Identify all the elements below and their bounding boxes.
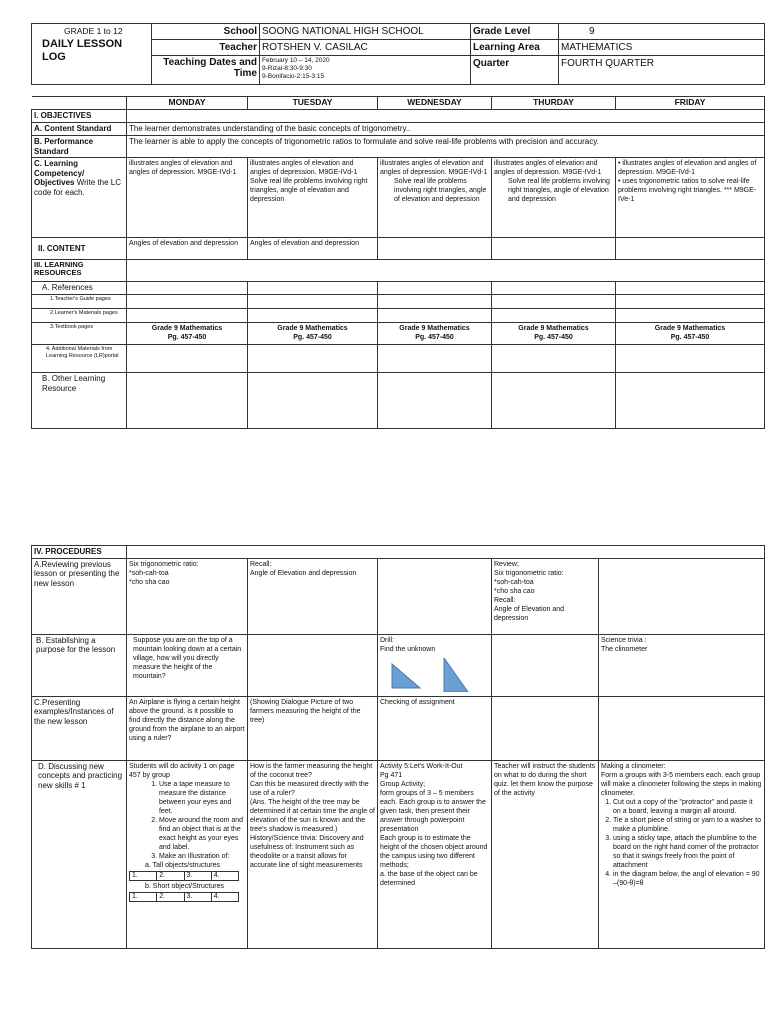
content-friday (616, 238, 765, 260)
discussing-label: D. Discussing new concepts and practicing new skills # 1 (32, 760, 127, 948)
lc-friday-a: • illustrates angles of elevation and angles of depression. M9GE-IVd-1 (618, 160, 757, 176)
learning-area-value: MATHEMATICS (559, 40, 765, 56)
day-tuesday: TUESDAY (248, 97, 378, 110)
textbook-friday: Grade 9 Mathematics Pg. 457-450 (616, 323, 765, 345)
lc-friday (616, 158, 765, 238)
reviewing-wednesday (378, 558, 492, 634)
quarter-label: Quarter (471, 56, 559, 85)
presenting-thursday (492, 696, 599, 760)
procedures-blank (127, 546, 765, 559)
discussing-monday (127, 760, 248, 948)
textbook-thursday: Grade 9 Mathematics Pg. 457-450 (492, 323, 616, 345)
lc-thursday-b: Solve real life problems involving right triangles, angle of elevation and depression (508, 178, 610, 203)
performance-standard-label: B. Performance Standard (32, 136, 127, 158)
grid-cell: 4. (211, 871, 238, 880)
lc-friday-b: • uses trigonometric ratios to solve real-life problems involving right triangles. *** M9GE-IVe-1 (618, 178, 757, 203)
presenting-tuesday: (Showing Dialogue Picture of two farmers measuring the height of the tree) (248, 696, 378, 760)
triangle-small (392, 664, 420, 688)
short-objects-label: b. Short object/Structures (145, 882, 224, 890)
lc-label-cell (32, 158, 127, 238)
grid-cell: 2. (157, 871, 184, 880)
grid-cell: 1. (130, 892, 157, 901)
lc-tuesday-b: Solve real life problems involving right triangles, angle of elevation and depression (250, 178, 368, 203)
textbook-label: 3.Textbook pages (32, 323, 127, 345)
activity-steps (129, 780, 245, 861)
lc-tuesday (248, 158, 378, 238)
performance-standard-value: The learner is able to apply the concepts of trigonometric ratios to formulate and solve real-life problems with precision and accuracy. (127, 136, 765, 158)
clinometer-step: 4. in the diagram below, the angl of elevation = 90 –(90-θ)=θ (613, 870, 762, 888)
references-label: A. References (32, 282, 127, 295)
content-standard-label: A. Content Standard (32, 123, 127, 136)
textbook-tuesday: Grade 9 Mathematics Pg. 457-450 (248, 323, 378, 345)
establishing-monday: Suppose you are on the top of a mountain looking down at a certain village, how will you directly measure the height of the mountain? (127, 634, 248, 696)
establishing-thursday (492, 634, 599, 696)
grade-level-value: 9 (559, 24, 765, 40)
clinometer-step: 2. Tie a short piece of string or yarn to a washer to make a plumbline. (613, 816, 762, 834)
additional-materials-label: 4. Additional Materials from Learning Resource (LR)portal (32, 345, 127, 373)
grid-cell: 4. (211, 892, 238, 901)
lc-wednesday-b: Solve real life problems involving right triangles, angle of elevation and depression (394, 178, 487, 203)
dll-title-cell (32, 24, 152, 85)
establishing-wednesday (378, 634, 492, 696)
tall-objects-grid (129, 871, 239, 881)
lc-label: C. Learning Competency/ Objectives (34, 159, 85, 187)
grade-level-label: Grade Level (471, 24, 559, 40)
presenting-label: C.Presenting examples/Instances of the new lesson (32, 696, 127, 760)
day-monday: MONDAY (127, 97, 248, 110)
content-thursday (492, 238, 616, 260)
reviewing-thursday: Review; Six trigonometric ratio: *soh-cah-toa *cho sha cao Recall: Angle of Elevation and depression (492, 558, 599, 634)
time-bonifacio: 9-Bonifacio-2:15-3:15 (262, 73, 325, 80)
learning-resources-blank (127, 260, 765, 282)
reviewing-tuesday: Recall: Angle of Elevation and depression (248, 558, 378, 634)
day-thursday: THURDAY (492, 97, 616, 110)
activity-step: 1. Use a tape measure to measure the distance between your eyes and feet. (159, 780, 245, 816)
quarter-value: FOURTH QUARTER (559, 56, 765, 85)
grid-cell: 1. (130, 871, 157, 880)
objectives-blank (127, 110, 765, 123)
textbook-monday: Grade 9 Mathematics Pg. 457-450 (127, 323, 248, 345)
establishing-friday: Science trivia : The clinometer (599, 634, 765, 696)
content-standard-value: The learner demonstrates understanding of the basic concepts of trigonometry.. (127, 123, 765, 136)
presenting-wednesday: Checking of assignment (378, 696, 492, 760)
grid-cell: 3. (184, 871, 211, 880)
content-monday: Angles of elevation and depression (127, 238, 248, 260)
other-resources-label: B. Other Learning Resource (32, 373, 127, 429)
dll-title: DAILY LESSON LOG (42, 38, 123, 63)
learning-area-label: Learning Area (471, 40, 559, 56)
grid-cell: 3. (184, 892, 211, 901)
content-tuesday: Angles of elevation and depression (248, 238, 378, 260)
establishing-tuesday (248, 634, 378, 696)
discussing-friday (599, 760, 765, 948)
corner-cell (32, 97, 127, 110)
time-rizal: 9-Rizal-8:30-9:30 (262, 65, 312, 72)
content-label: II. CONTENT (32, 238, 127, 260)
teachers-guide-label: 1.Teacher's Guide pages (32, 295, 127, 309)
lc-wednesday-a: illustrates angles of elevation and angles of depression. M9GE-IVd-1 (380, 160, 488, 176)
triangle-figures (390, 658, 480, 692)
teacher-label: Teacher (152, 40, 260, 56)
activity-step: 3. Make an Illustration of: (159, 852, 245, 861)
grade-line: GRADE 1 to 12 (64, 26, 123, 36)
school-label: School (152, 24, 260, 40)
drill-text: Drill: Find the unknown (380, 636, 436, 653)
lc-monday: illustrates angles of elevation and angles of depression. M9GE-IVd-1 (127, 158, 248, 238)
procedures-table (31, 545, 765, 949)
lc-thursday-a: illustrates angles of elevation and angles of depression. M9GE-IVd-1 (494, 160, 602, 176)
discussing-wednesday: Activity 5:Let's Work-It-Out Pg 471 Group Activity; form groups of 3 – 5 members each. Each group is to answer the given task, then present their answer through powerpoint presentation Each group is to estimate the height of the chosen object around the campus using two different methods; a. the base of the object can be determined (378, 760, 492, 948)
day-friday: FRIDAY (616, 97, 765, 110)
grid-cell: 2. (157, 892, 184, 901)
reviewing-friday (599, 558, 765, 634)
reviewing-label: A.Reviewing previous lesson or presenting the new lesson (32, 558, 127, 634)
dates-value: February 10 – 14, 2020 (262, 57, 330, 64)
objectives-table (31, 96, 765, 429)
textbook-wednesday: Grade 9 Mathematics Pg. 457-450 (378, 323, 492, 345)
presenting-friday (599, 696, 765, 760)
objectives-heading: I. OBJECTIVES (32, 110, 127, 123)
establishing-label: B. Establishing a purpose for the lesson (32, 634, 127, 696)
dates-label: Teaching Dates and Time (152, 56, 260, 85)
short-objects-grid (129, 892, 239, 902)
activity-step: 2. Move around the room and find an object that is at the exact height as your eyes and label. (159, 816, 245, 852)
lc-tuesday-a: illustrates angles of elevation and angles of depression. M9GE-IVd-1 (250, 160, 358, 176)
presenting-monday: An Airplane is flying a certain height above the ground. is it possible to find directly the distance along the ground from the airplane to an airport using a ruler? (127, 696, 248, 760)
lc-wednesday (378, 158, 492, 238)
day-wednesday: WEDNESDAY (378, 97, 492, 110)
lc-thursday (492, 158, 616, 238)
triangle-tall (444, 658, 468, 692)
tall-objects-label: a. Tall objects/structures (145, 861, 220, 869)
learners-materials-label: 2.Learner's Materials pages (32, 309, 127, 323)
lc-suffix: Write the LC code for each. (34, 178, 122, 197)
discussing-tuesday: How is the farmer measuring the height of the coconut tree? Can this be measured directly with the use of a ruler? (Ans. The height of the tree may be determined if at certain time the angle of elevation of the sun is known and the tree's shadow is measured.) History/Science trivia: Discovery and usefulness of: Instrument such as theodolite or a transit allows for accurate line of sight measurements (248, 760, 378, 948)
activity-intro: Students will do activity 1 on page 457 by group (129, 762, 235, 779)
dates-cell (260, 56, 471, 85)
reviewing-monday: Six trigonometric ratio: *soh-cah-toa *cho sha cao (127, 558, 248, 634)
clinometer-intro: Making a clinometer: Form a groups with 3-5 members each. each group will make a clinometer following the steps in making clinometer. (601, 762, 762, 797)
procedures-heading: IV. PROCEDURES (32, 546, 127, 559)
clinometer-step: 1. Cut out a copy of the "protractor" and paste it on a board, leaving a margin all around. (613, 798, 762, 816)
header-table (31, 23, 765, 85)
learning-resources-label: III. LEARNING RESOURCES (32, 260, 127, 282)
clinometer-steps (601, 798, 762, 888)
content-wednesday (378, 238, 492, 260)
clinometer-step: 3. using a sticky tape, attach the plumbline to the board on the right hand corner of the protractor so that it swings freely from the point of attachment (613, 834, 762, 870)
discussing-thursday: Teacher will instruct the students on what to do during the short quiz. let them know the purpose of the activity (492, 760, 599, 948)
school-value: SOONG NATIONAL HIGH SCHOOL (260, 24, 471, 40)
teacher-value: ROTSHEN V. CASILAC (260, 40, 471, 56)
